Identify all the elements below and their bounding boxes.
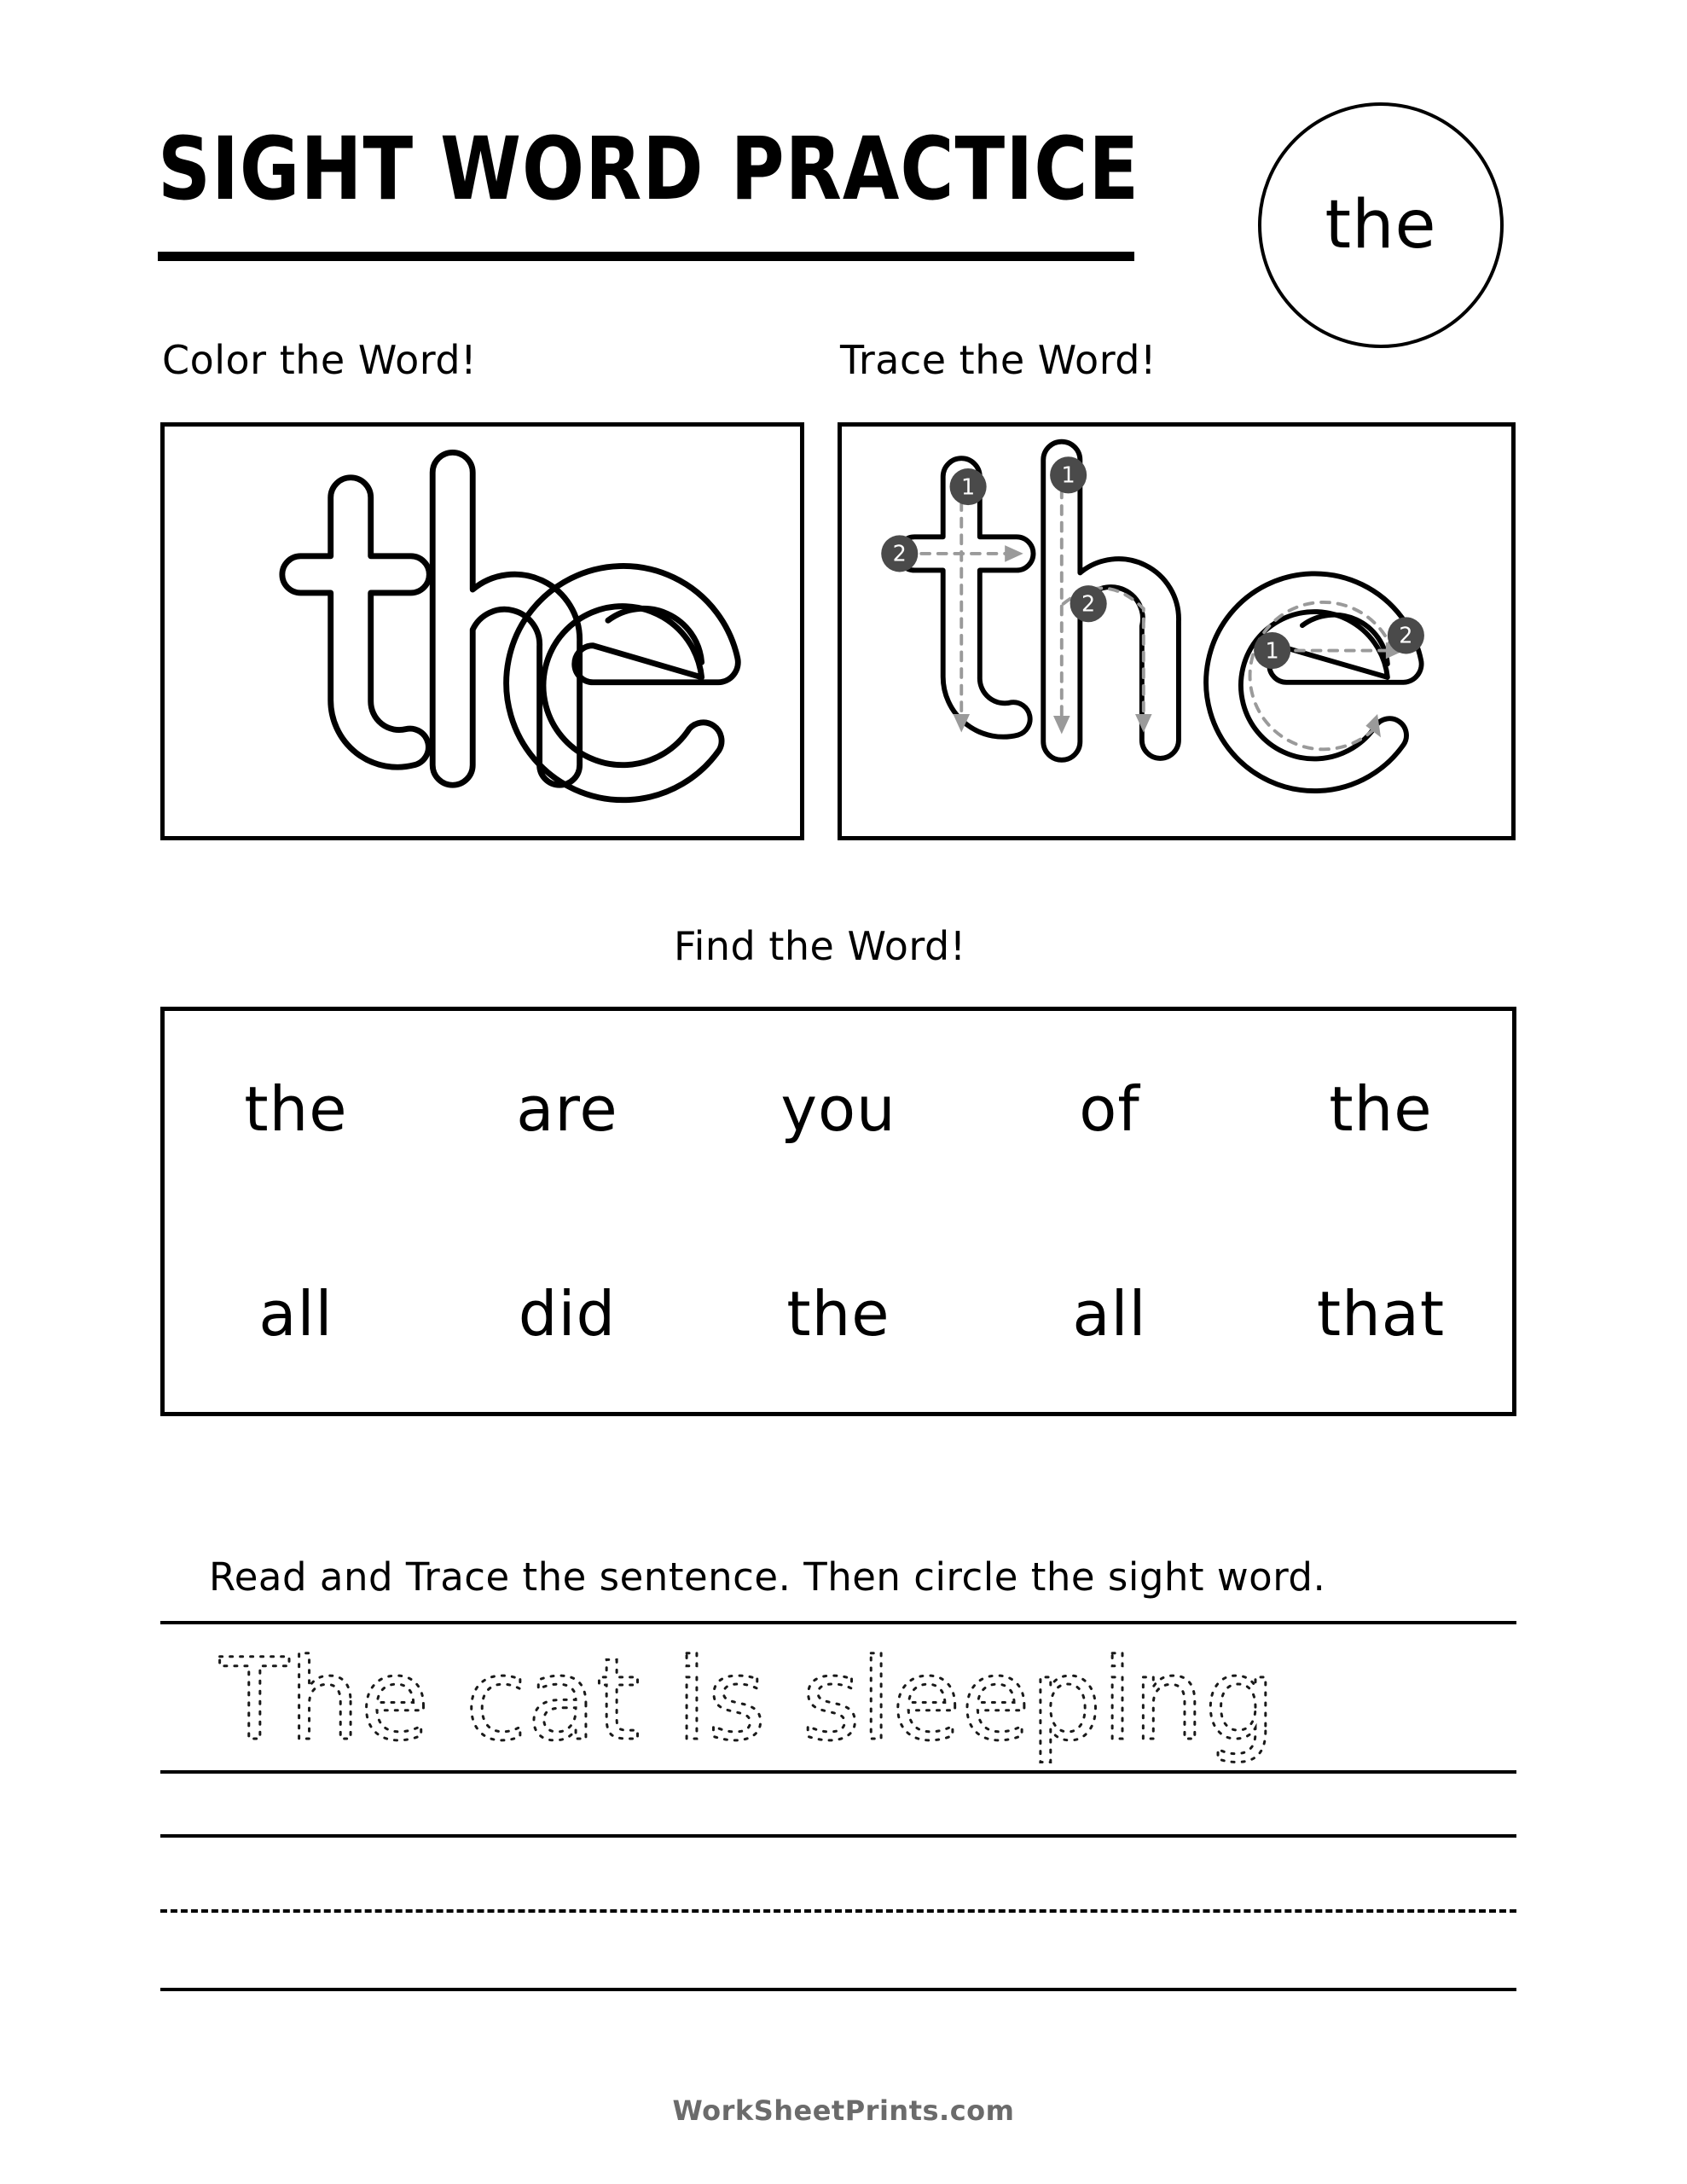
title-underline: [158, 252, 1134, 261]
find-word-cell[interactable]: all: [258, 1278, 333, 1350]
find-section-label: Find the Word!: [674, 923, 966, 969]
find-word-cell[interactable]: that: [1316, 1278, 1446, 1350]
writing-line-midline-2: [160, 1909, 1516, 1913]
read-section-label: Read and Trace the sentence. Then circle the sight word.: [209, 1554, 1326, 1600]
find-word-cell[interactable]: the: [244, 1073, 348, 1145]
writing-line-baseline-2: [160, 1988, 1516, 1991]
find-word-cell[interactable]: you: [780, 1073, 896, 1145]
find-the-word-box[interactable]: [160, 1007, 1516, 1416]
sight-word-badge: [1258, 102, 1504, 348]
svg-text:1: 1: [960, 474, 976, 501]
find-word-cell[interactable]: the: [786, 1278, 890, 1350]
find-word-cell[interactable]: are: [516, 1073, 618, 1145]
trace-the-word-box[interactable]: [838, 422, 1516, 840]
sentence-dotted-text: [194, 1612, 1508, 1774]
trace-section-label: Trace the Word!: [840, 337, 1157, 383]
find-word-cell[interactable]: all: [1072, 1278, 1147, 1350]
svg-text:1: 1: [1265, 638, 1279, 665]
svg-text:1: 1: [1061, 462, 1075, 489]
sentence-trace-area[interactable]: [194, 1612, 1508, 1774]
svg-text:2: 2: [1081, 591, 1096, 618]
color-word-outline: [165, 427, 800, 836]
handwriting-lines[interactable]: [160, 1621, 1516, 1996]
svg-text:2: 2: [892, 541, 907, 567]
sight-word-badge-text: the: [1325, 187, 1437, 264]
color-the-word-box[interactable]: [160, 422, 804, 840]
color-section-label: Color the Word!: [162, 337, 478, 383]
worksheet-header: [158, 102, 1522, 350]
sentence-text: The cat is sleeping: [220, 1635, 1276, 1766]
find-word-cell[interactable]: of: [1079, 1073, 1140, 1145]
page-title: SIGHT WORD PRACTICE: [158, 119, 1140, 220]
footer-credit[interactable]: WorkSheetPrints.com: [672, 2094, 1015, 2127]
svg-text:2: 2: [1399, 623, 1413, 649]
find-word-cell[interactable]: did: [518, 1278, 617, 1350]
trace-word-guides: [842, 427, 1511, 836]
writing-line-top-2: [160, 1834, 1516, 1838]
find-word-cell[interactable]: the: [1329, 1073, 1433, 1145]
